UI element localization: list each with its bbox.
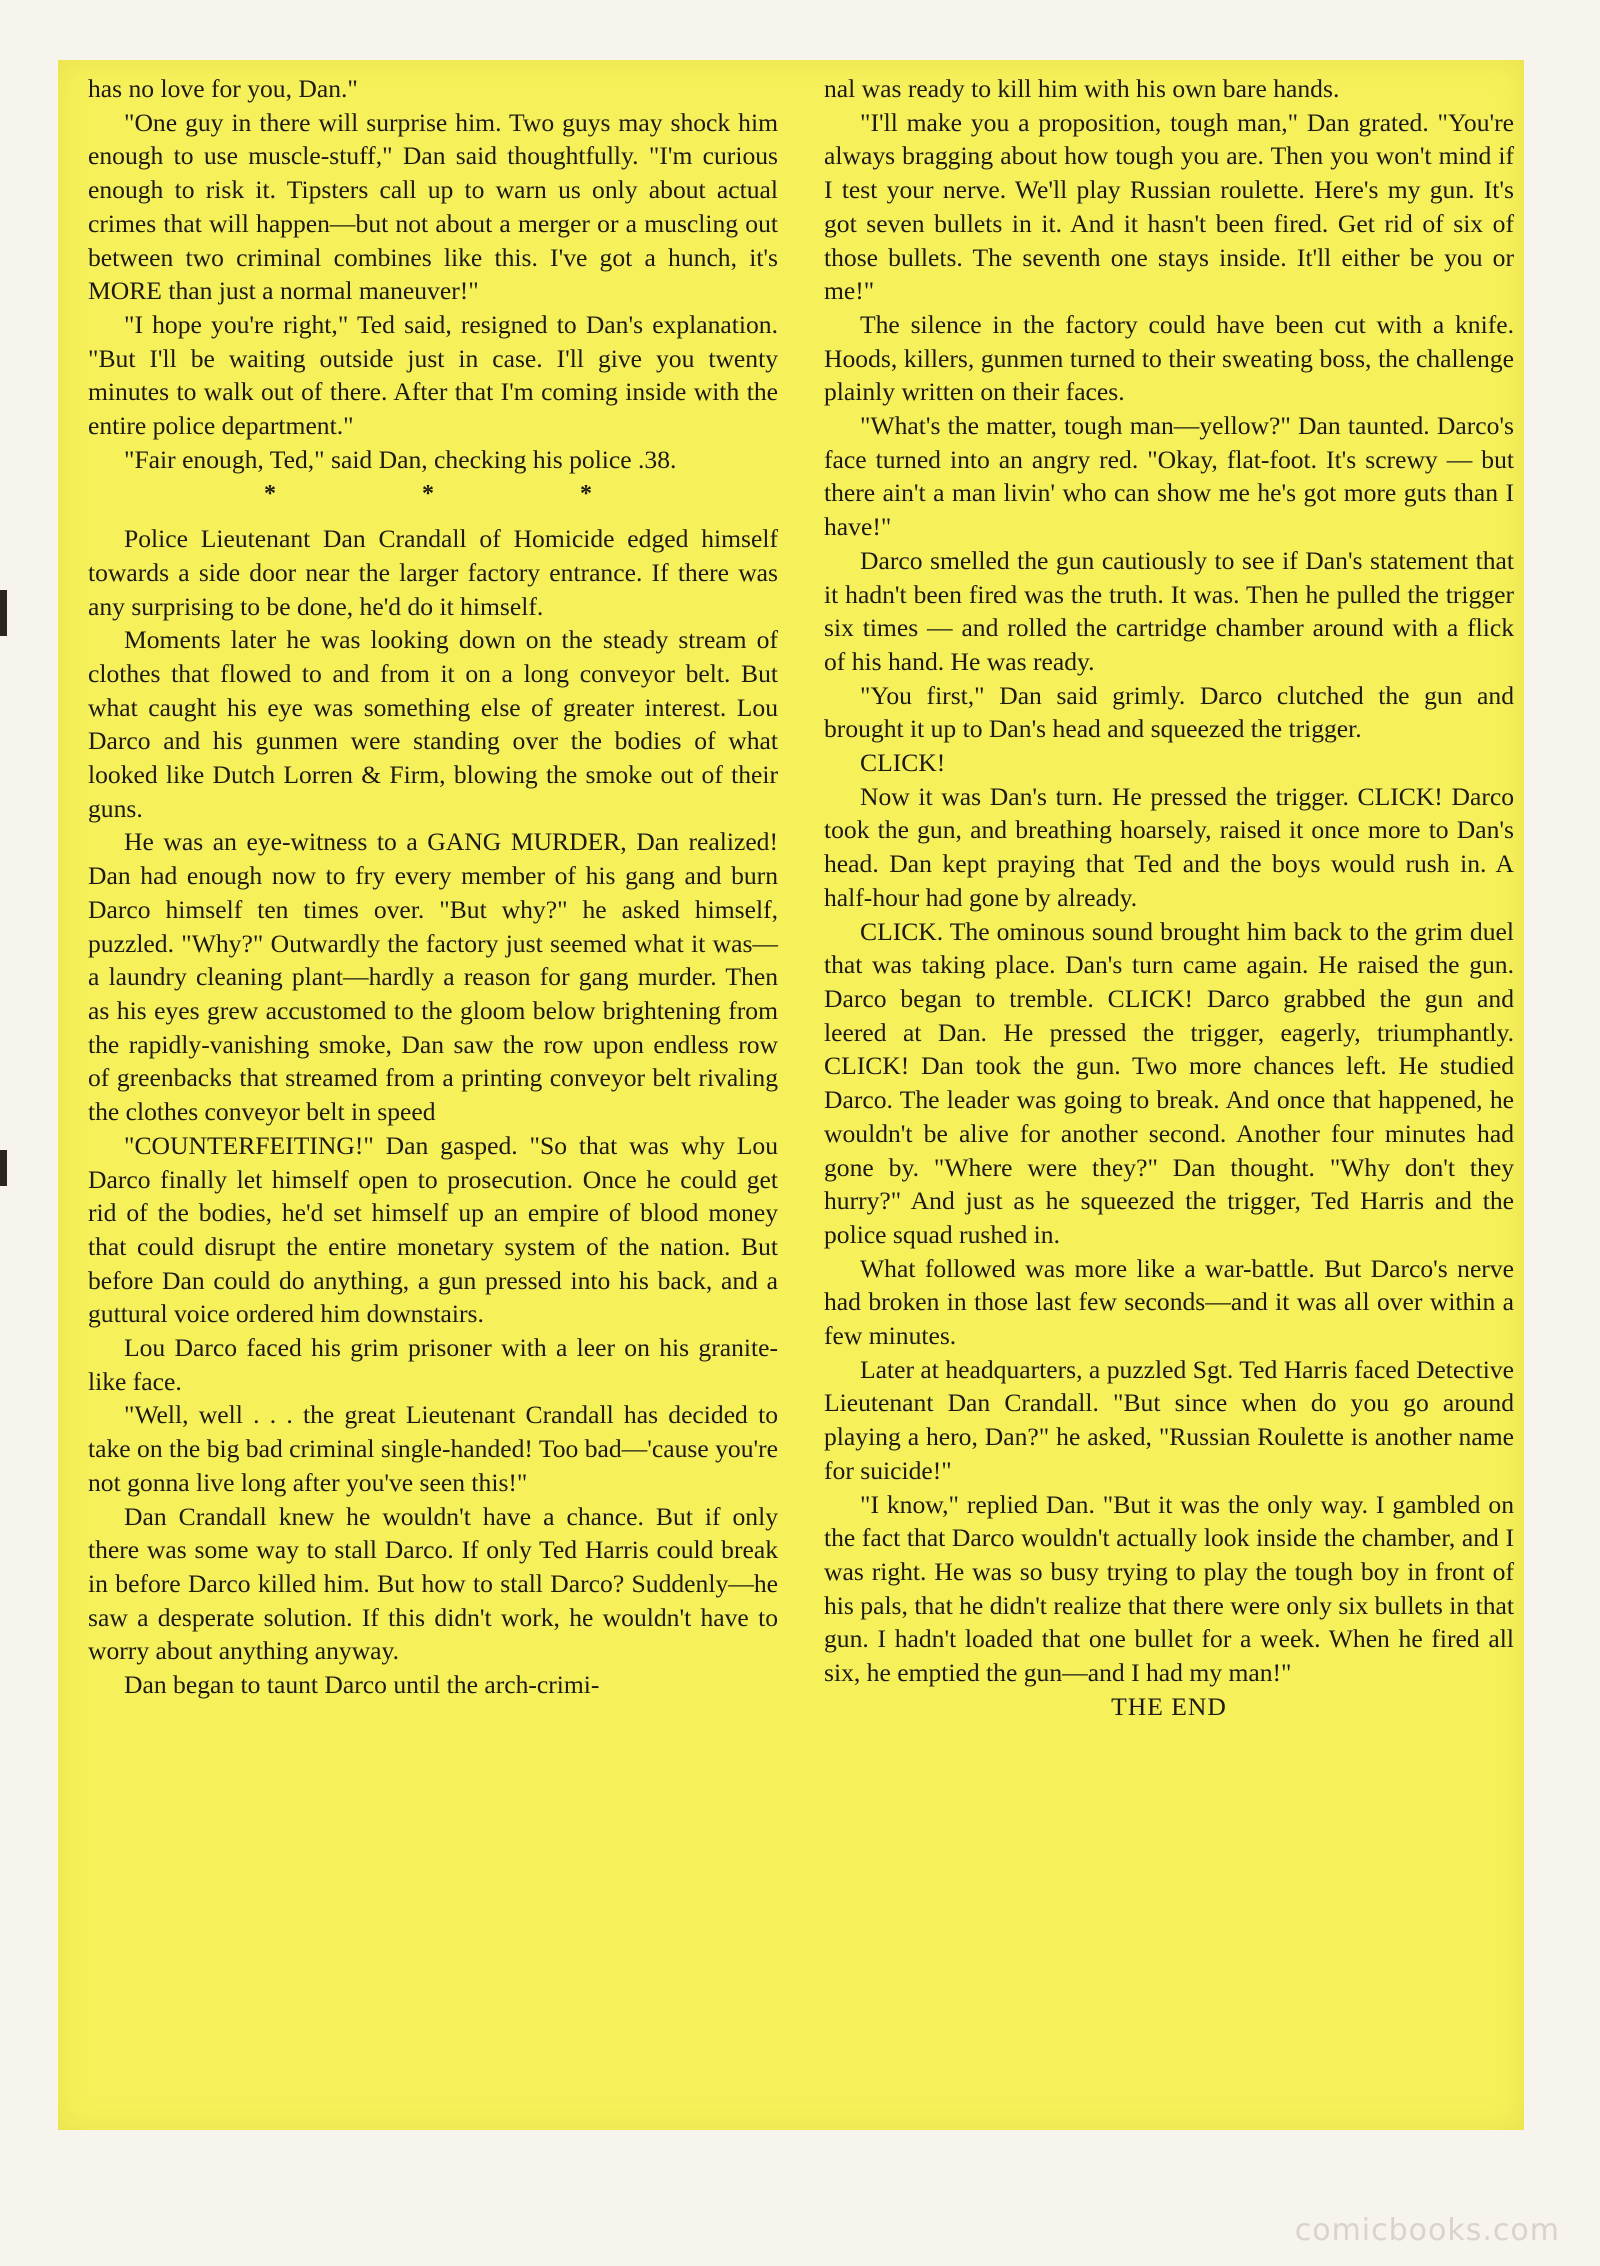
paragraph: "One guy in there will surprise him. Two guys may shock him enough to use muscle-stuff," Dan said thoughtfully. "I'm curious enough to risk it. Tipsters call up to warn us only about actual crimes that will happen—but not about a merger or a muscling out between two criminal combines like this. I've got a hunch, it's MORE than just a normal maneuver!" [88,107,778,306]
paragraph: "You first," Dan said grimly. Darco clutched the gun and brought it up to Dan's head and squeezed the trigger. [824,680,1514,744]
paragraph: has no love for you, Dan." [88,74,358,103]
paragraph: Later at headquarters, a puzzled Sgt. Ted Harris faced Detective Lieutenant Dan Crandall. "But since when do you go around playing a hero, Dan?" he asked, "Russian Roulette is another name for suicide!" [824,1354,1514,1485]
paragraph: nal was ready to kill him with his own bare hands. [824,74,1340,103]
paragraph: What followed was more like a war-battle. But Darco's nerve had broken in those last few seconds—and it was all over within a few minutes. [824,1253,1514,1351]
paragraph: Moments later he was looking down on the steady stream of clothes that flowed to and from it on a long conveyor belt. But what caught his eye was something else of greater interest. Lou Darco and his gunmen were standing over the bodies of what looked like Dutch Lorren & Firm, blowing the smoke out of their guns. [88,625,778,823]
right-column [824,72,1514,1723]
page-edge-mark [0,590,7,636]
paragraph: CLICK. The ominous sound brought him back to the grim duel that was taking place. Dan's turn came again. He raised the gun. Darco began to tremble. CLICK! Darco grabbed the gun and leered at Dan. He pressed the trigger, eagerly, triumphantly. CLICK! Dan took the gun. Two more chances left. He studied Darco. The leader was going to break. And once that happened, he wouldn't be alive for another second. Another four minutes had gone by. "Where were they?" Dan thought. "Why don't they hurry?" And just as he squeezed the trigger, Ted Harris and the police squad rushed in. [824,916,1514,1249]
paragraph: "Fair enough, Ted," said Dan, checking his police .38. [124,444,677,474]
paragraph: Police Lieutenant Dan Crandall of Homicide edged himself towards a side door near the larger factory entrance. If there was any surprising to be done, he'd do it himself. [88,524,778,621]
paragraph: The silence in the factory could have been cut with a knife. Hoods, killers, gunmen turned to their sweating boss, the challenge plainly written on their faces. [824,309,1514,407]
paragraph: Now it was Dan's turn. He pressed the trigger. CLICK! Darco took the gun, and breathing hoarsely, raised it once more to Dan's head. Dan kept praying that Ted and the boys would rush in. A half-hour had gone by already. [824,781,1514,912]
site-watermark: comicbooks.com [1294,2213,1560,2248]
paragraph: "COUNTERFEITING!" Dan gasped. "So that was why Lou Darco finally let himself open to prosecution. Once he could get rid of the bodies, he'd set himself up an empire of blood money that could disrupt the entire monetary system of the nation. But before Dan could do anything, a gun pressed into his back, and a guttural voice ordered him downstairs. [88,1130,778,1329]
left-column [88,72,778,1702]
paragraph: Dan Crandall knew he wouldn't have a chance. But if only there was some way to stall Darco. If only Ted Harris could break in before Darco killed him. But how to stall Darco? Suddenly—he saw a desperate solution. If this didn't work, he wouldn't have to worry about anything anyway. [88,1501,778,1666]
story-text-panel [58,60,1524,2130]
page-edge-mark [0,1150,7,1186]
paragraph: Dan began to taunt Darco until the arch-crimi- [124,1670,600,1700]
paragraph: "I'll make you a proposition, tough man," Dan grated. "You're always bragging about how tough you are. Then you won't mind if I test your nerve. We'll play Russian roulette. Here's my gun. It's got seven bullets in it. And it hasn't been fired. Get rid of six of those bullets. The seventh one stays inside. It'll either be you or me!" [824,107,1514,306]
paragraph: "What's the matter, tough man—yellow?" Dan taunted. Darco's face turned into an angry red. "Okay, flat-foot. It's screwy — but there ain't a man livin' who can show me he's got more guts than I have!" [824,411,1514,542]
paragraph: Lou Darco faced his grim prisoner with a leer on his granite-like face. [88,1333,778,1396]
paragraph: CLICK! [860,748,946,778]
paragraph: He was an eye-witness to a GANG MURDER, Dan realized! Dan had enough now to fry every member of his gang and burn Darco himself ten times over. "But why?" he asked himself, puzzled. "Why?" Outwardly the factory just seemed what it was—a laundry cleaning plant—hardly a reason for gang murder. Then as his eyes grew accustomed to the gloom below brightening from the rapidly-vanishing smoke, Dan saw the row upon endless row of greenbacks that streamed from a printing conveyor belt rivaling the clothes conveyor belt in speed [88,827,778,1127]
section-separator: * * * [264,481,662,508]
paragraph: "I know," replied Dan. "But it was the only way. I gambled on the fact that Darco wouldn't actually look inside the chamber, and I was right. He was so busy trying to play the tough boy in front of his pals, that he didn't realize that there were only six bullets in that gun. I hadn't loaded that one bullet for a week. When he fired all six, he emptied the gun—and I had my man!" [824,1489,1514,1688]
paragraph: "Well, well . . . the great Lieutenant Crandall has decided to take on the big bad criminal single-handed! Too bad—'cause you're not gonna live long after you've seen this!" [88,1400,778,1497]
the-end-label: THE END [1111,1691,1227,1721]
paragraph: Darco smelled the gun cautiously to see if Dan's statement that it hadn't been fired was the truth. It was. Then he pulled the trigger six times — and rolled the cartridge chamber around with a flick of his hand. He was ready. [824,545,1514,676]
paragraph: "I hope you're right," Ted said, resigned to Dan's explanation. "But I'll be waiting outside just in case. I'll give you twenty minutes to walk out of there. After that I'm coming inside with the entire police department." [88,309,778,441]
